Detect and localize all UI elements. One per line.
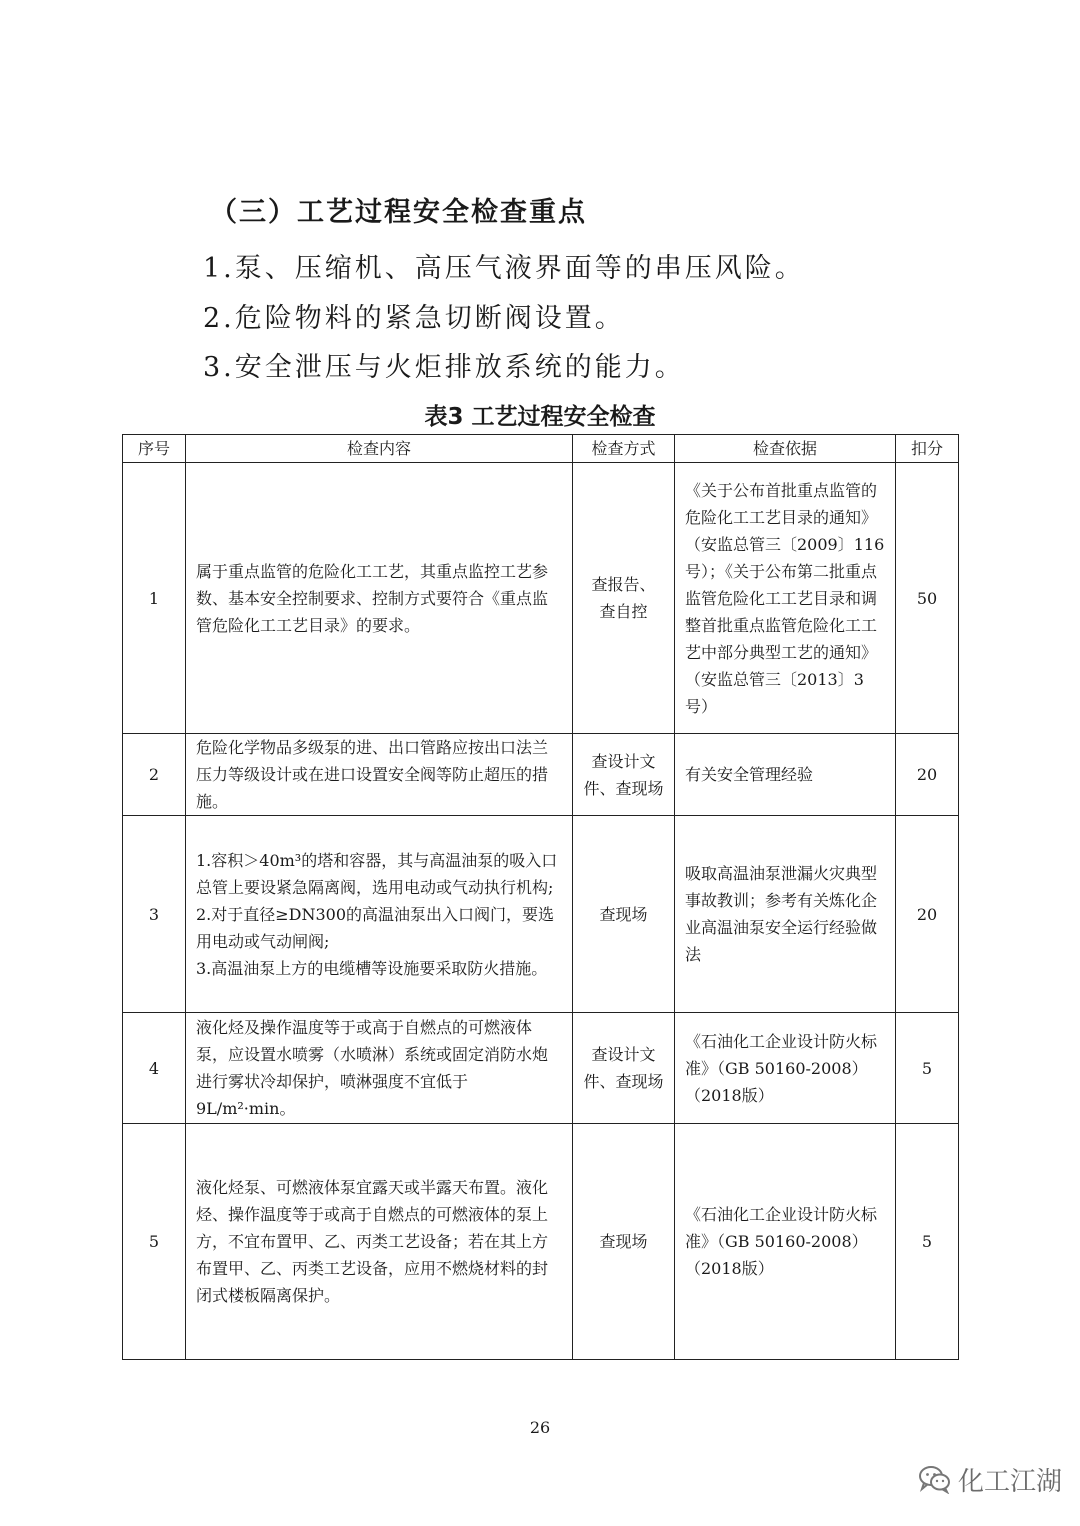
- key-point-3: 3.安全泄压与火炬排放系统的能力。: [203, 352, 685, 383]
- row-no: 5: [123, 1124, 186, 1360]
- watermark-text: 化工江湖: [958, 1466, 1063, 1497]
- table-row: [123, 734, 959, 816]
- row-content: 属于重点监管的危险化工工艺，其重点监控工艺参数、基本安全控制要求、控制方式要符合《重点监管危险化工工艺目录》的要求。: [186, 463, 573, 734]
- row-basis: 吸取高温油泵泄漏火灾典型事故教训；参考有关炼化企业高温油泵安全运行经验做法: [675, 816, 896, 1013]
- row-no: 1: [123, 463, 186, 734]
- header-content: 检查内容: [186, 435, 573, 463]
- row-deduct: 50: [896, 463, 959, 734]
- row-no: 2: [123, 734, 186, 816]
- inspection-table: [122, 434, 959, 1360]
- wechat-icon: [918, 1464, 952, 1494]
- row-deduct: 5: [896, 1124, 959, 1360]
- header-no: 序号: [123, 435, 186, 463]
- table-row: [123, 816, 959, 1013]
- row-content: 液化烃及操作温度等于或高于自燃点的可燃液体泵，应设置水喷雾（水喷淋）系统或固定消防水炮进行雾状冷却保护，喷淋强度不宜低于9L/m²·min。: [186, 1013, 573, 1124]
- header-method: 检查方式: [573, 435, 675, 463]
- table-row: [123, 1013, 959, 1124]
- row-basis: 有关安全管理经验: [675, 734, 896, 816]
- row-method: 查设计文件、查现场: [573, 1013, 675, 1124]
- table-row: [123, 463, 959, 734]
- row-basis: 《石油化工企业设计防火标准》（GB 50160-2008）（2018版）: [675, 1124, 896, 1360]
- watermark: [918, 1462, 1062, 1496]
- key-point-1: 1.泵、压缩机、高压气液界面等的串压风险。: [203, 253, 805, 284]
- row-content: 液化烃泵、可燃液体泵宜露天或半露天布置。液化烃、操作温度等于或高于自燃点的可燃液体的泵上方，不宜布置甲、乙、丙类工艺设备；若在其上方布置甲、乙、丙类工艺设备，应用不燃烧材料的封闭式楼板隔离保护。: [186, 1124, 573, 1360]
- header-basis: 检查依据: [675, 435, 896, 463]
- row-method: 查现场: [573, 816, 675, 1013]
- row-content: 1.容积＞40m³的塔和容器，其与高温油泵的吸入口总管上要设紧急隔离阀，选用电动或气动执行机构; 2.对于直径≥DN300的高温油泵出入口阀门，要选用电动或气动闸阀; 3.高温油泵上方的电缆槽等设施要采取防火措施。: [186, 816, 573, 1013]
- row-deduct: 5: [896, 1013, 959, 1124]
- row-method: 查设计文件、查现场: [573, 734, 675, 816]
- section-heading: （三）工艺过程安全检查重点: [210, 197, 587, 228]
- row-deduct: 20: [896, 734, 959, 816]
- row-method: 查现场: [573, 1124, 675, 1360]
- row-method: 查报告、 查自控: [573, 463, 675, 734]
- page-number: 26: [529, 1418, 551, 1437]
- row-content: 危险化学物品多级泵的进、出口管路应按出口法兰压力等级设计或在进口设置安全阀等防止超压的措施。: [186, 734, 573, 816]
- table-row: [123, 1124, 959, 1360]
- key-point-2: 2.危险物料的紧急切断阀设置。: [203, 303, 625, 334]
- row-no: 3: [123, 816, 186, 1013]
- table-title: 表3 工艺过程安全检查: [424, 404, 656, 430]
- row-basis: 《石油化工企业设计防火标准》（GB 50160-2008）（2018版）: [675, 1013, 896, 1124]
- row-basis: 《关于公布首批重点监管的危险化工工艺目录的通知》（安监总管三〔2009〕116号）；《关于公布第二批重点监管危险化工工艺目录和调整首批重点监管危险化工工艺中部分典型工艺的通知》（安监总管三〔2013〕3号）: [675, 463, 896, 734]
- header-deduct: 扣分: [896, 435, 959, 463]
- table-header-row: [123, 435, 959, 463]
- row-no: 4: [123, 1013, 186, 1124]
- row-deduct: 20: [896, 816, 959, 1013]
